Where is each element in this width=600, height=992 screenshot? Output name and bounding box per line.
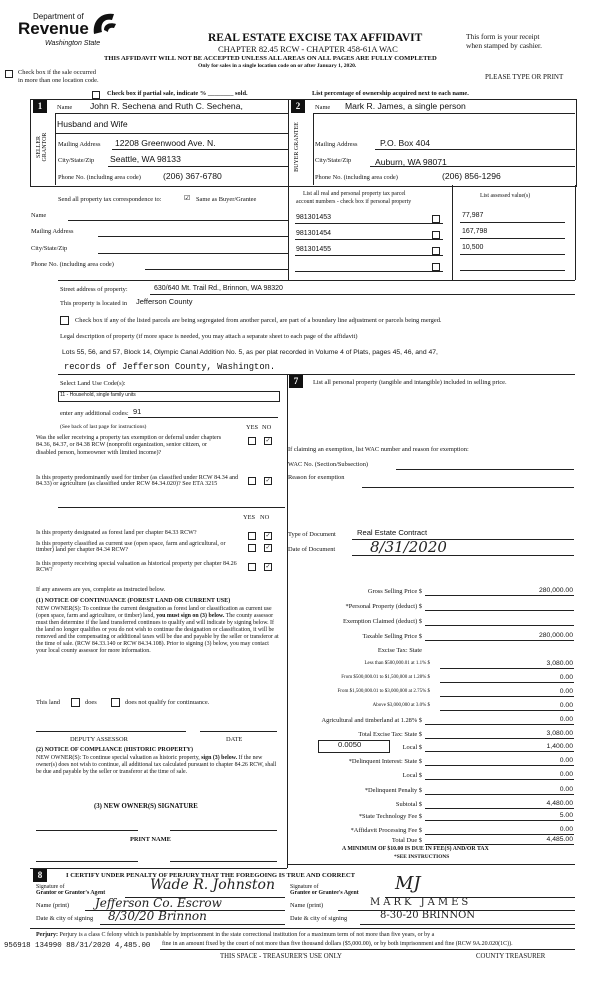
seller-side-label: SELLER GRANTOR bbox=[36, 132, 48, 162]
assessed-underline bbox=[460, 254, 565, 255]
no-checkbox: ✓ bbox=[265, 563, 271, 570]
fee-value: 0.00 bbox=[559, 702, 573, 709]
legal-description-2: records of Jefferson County, Washington. bbox=[64, 362, 276, 372]
please-type: PLEASE TYPE OR PRINT bbox=[485, 73, 564, 81]
doc-date: 8/31/2020 bbox=[370, 538, 447, 556]
section-8-badge: 8 bbox=[33, 869, 47, 882]
local-rate: 0.0050 bbox=[338, 740, 362, 749]
fee-label: From $1,500,000.01 to $3,000,000 at 2.75% $ bbox=[337, 689, 430, 694]
notice1-title: (1) NOTICE OF CONTINUANCE (FOREST LAND OR CURRENT USE) bbox=[36, 598, 231, 604]
land-use-label: Select Land Use Code(s): bbox=[60, 380, 126, 387]
fee-underline bbox=[425, 640, 574, 641]
no-header-2: NO bbox=[260, 514, 270, 521]
grantee-date-label: Date & city of signing bbox=[290, 915, 348, 922]
parcel-number: 981301454 bbox=[296, 230, 332, 237]
grantee-sig-label: Signature of bbox=[290, 884, 319, 890]
doc-type: Real Estate Contract bbox=[357, 528, 428, 537]
fee-underline bbox=[425, 844, 574, 845]
see-back-note: (See back of last page for instructions) bbox=[60, 424, 147, 430]
fee-underline bbox=[440, 668, 574, 669]
fee-label: Agricultural and timberland at 1.28% $ bbox=[321, 717, 422, 724]
corr-phone-label: Phone No. (including area code) bbox=[31, 261, 114, 268]
fee-value: 1,400.00 bbox=[546, 743, 573, 750]
fee-value: 4,485.00 bbox=[546, 836, 573, 843]
yes-checkbox bbox=[248, 544, 256, 552]
yes-checkbox bbox=[248, 532, 256, 540]
assessed-value: 167,798 bbox=[462, 228, 488, 235]
certify-statement: I CERTIFY UNDER PENALTY OF PERJURY THAT THE FOREGOING IS TRUE AND CORRECT bbox=[66, 872, 355, 879]
seller-mail: 12208 Greenwood Ave. N. bbox=[115, 138, 216, 148]
perjury-text-1: Perjury is a class C felony which is punishable by imprisonment in the state correctional institution for a maximum term of not more than five years, or by a bbox=[59, 932, 435, 938]
fee-underline bbox=[425, 779, 574, 780]
assessed-underline bbox=[460, 238, 565, 239]
grantor-sig-label: Signature of bbox=[36, 884, 65, 890]
no-checkbox: ✓ bbox=[265, 477, 271, 484]
legal-description-1: Lots 55, 56, and 57, Block 14, Olympic Canal Addition No. 5, as per plat recorded in Volume 4 of Plats, pages 45, 46, and 47, bbox=[62, 349, 438, 356]
treasurer-use-label: THIS SPACE - TREASURER'S USE ONLY bbox=[220, 953, 342, 960]
buyer-mail-label: Mailing Address bbox=[315, 141, 358, 148]
additional-codes: 91 bbox=[133, 407, 142, 416]
logo-text-2: Revenue bbox=[18, 19, 89, 38]
fee-underline bbox=[425, 794, 574, 795]
grantee-date-city: 8-30-20 BRINNON bbox=[380, 910, 476, 921]
county-label: This property is located in bbox=[60, 300, 128, 307]
section-7-badge: 7 bbox=[289, 375, 303, 388]
parcel-underline bbox=[295, 255, 443, 256]
ownership-note: List percentage of ownership acquired next to each name. bbox=[312, 90, 469, 97]
new-owner-signature-label: (3) NEW OWNER(S) SIGNATURE bbox=[94, 803, 198, 810]
note-text: Only for sales in a single location code on or after January 1, 2020. bbox=[198, 63, 357, 69]
deputy-assessor-label: DEPUTY ASSESSOR bbox=[70, 736, 128, 743]
fee-underline bbox=[425, 738, 574, 739]
legal-label: Legal description of property (if more space is needed, you may attach a separate sheet to each page of the affidavit) bbox=[60, 333, 358, 340]
fee-label: Local $ bbox=[402, 772, 422, 779]
assessed-underline bbox=[460, 222, 565, 223]
street-label: Street address of property: bbox=[60, 286, 128, 293]
fee-value: 3,080.00 bbox=[546, 660, 573, 667]
fee-underline bbox=[425, 751, 574, 752]
if-yes-note: If any answers are yes, complete as instructed below. bbox=[36, 587, 166, 593]
yes-checkbox bbox=[248, 477, 256, 485]
fee-value: 0.00 bbox=[559, 674, 573, 681]
fee-label: Total Excise Tax: State $ bbox=[358, 731, 422, 738]
this-land-label: This land bbox=[36, 699, 60, 706]
fee-value: 0.00 bbox=[559, 688, 573, 695]
fee-label: Subtotal $ bbox=[395, 801, 422, 808]
fee-underline bbox=[440, 710, 574, 711]
buyer-phone-label: Phone No. (including area code) bbox=[315, 174, 398, 181]
fee-underline bbox=[425, 724, 574, 725]
buyer-side-label: BUYER GRANTEE bbox=[294, 122, 300, 172]
seller-city: Seattle, WA 98133 bbox=[110, 154, 181, 164]
does-label: does bbox=[85, 699, 97, 706]
fee-label: Excise Tax: State bbox=[377, 647, 422, 654]
warning-text: THIS AFFIDAVIT WILL NOT BE ACCEPTED UNLESS ALL AREAS ON ALL PAGES ARE FULLY COMPLETED bbox=[104, 55, 437, 62]
fee-label: Less than $500,000.01 at 1.1% $ bbox=[364, 661, 430, 666]
receipt-note-2: when stamped by cashier. bbox=[466, 41, 542, 50]
personal-property-checkbox bbox=[432, 215, 440, 223]
personal-property-checkbox bbox=[432, 247, 440, 255]
section-2-badge: 2 bbox=[291, 100, 305, 113]
reason-label: Reason for exemption bbox=[288, 474, 345, 481]
question-exemption: Was the seller receiving a property tax exemption or deferral under chapters 84.36, 84.37, or 84.38 RCW (nonprofit organization, senior citizen, or disabled person, homeowner with limited income)? bbox=[36, 435, 222, 456]
does-not-checkbox bbox=[111, 698, 120, 707]
perjury-text-2: fine in an amount fixed by the court of not more than five thousand dollars ($5,000.00), or by both imprisonment and fine (RCW 9A.20.020(1C)). bbox=[162, 941, 513, 947]
partial-sale-checkbox bbox=[92, 91, 100, 99]
buyer-name: Mark R. James, a single person bbox=[345, 101, 466, 111]
fee-underline bbox=[425, 765, 574, 766]
fee-underline bbox=[425, 808, 574, 809]
fee-label: Gross Selling Price $ bbox=[367, 588, 422, 595]
parcels-header: List all real and personal property tax parcel bbox=[303, 191, 406, 197]
corr-mail-label: Mailing Address bbox=[31, 228, 74, 235]
parcel-underline bbox=[295, 239, 443, 240]
fee-value: 5.00 bbox=[559, 812, 573, 819]
fee-label: Taxable Selling Price $ bbox=[362, 633, 422, 640]
fee-label: Total Due $ bbox=[391, 837, 422, 844]
grantor-name: Jefferson Co. Escrow bbox=[95, 896, 222, 910]
fee-label: *Personal Property (deduct) $ bbox=[345, 603, 422, 610]
fee-value: 0.00 bbox=[559, 757, 573, 764]
fee-label: *Affidavit Processing Fee $ bbox=[350, 827, 422, 834]
fee-label: *Delinquent Interest: State $ bbox=[348, 758, 422, 765]
personal-property-label: List all personal property (tangible and intangible) included in selling price. bbox=[313, 379, 507, 386]
fee-label: Above $3,000,000 at 3.0% $ bbox=[372, 703, 430, 708]
corr-name-label: Name bbox=[31, 212, 47, 219]
form-title: REAL ESTATE EXCISE TAX AFFIDAVIT bbox=[208, 32, 423, 44]
multi-location-label-2: in more than one location code. bbox=[18, 77, 99, 84]
fee-value: 0.00 bbox=[559, 771, 573, 778]
assessed-value: 10,500 bbox=[462, 244, 484, 251]
parcel-number: 981301453 bbox=[296, 214, 332, 221]
doc-date-label: Date of Document bbox=[288, 546, 336, 553]
fee-value: 280,000.00 bbox=[538, 587, 573, 594]
grantee-name: MARK JAMES bbox=[370, 897, 472, 908]
grantor-date-label: Date & city of signing bbox=[36, 915, 94, 922]
parcels-header-2: account numbers - check box if personal property bbox=[296, 199, 412, 205]
seller-name-2: Husband and Wife bbox=[57, 119, 128, 129]
fee-underline bbox=[440, 682, 574, 683]
grantor-date-city: 8/30/20 Brinnon bbox=[108, 909, 207, 923]
fee-label: *Delinquent Penalty $ bbox=[364, 787, 422, 794]
fee-underline bbox=[425, 610, 574, 611]
same-as-buyer-checkbox: ☑ bbox=[184, 194, 191, 202]
seller-mail-label: Mailing Address bbox=[58, 141, 101, 148]
correspondence-label: Send all property tax correspondence to: bbox=[58, 196, 162, 203]
date-label: DATE bbox=[226, 736, 243, 743]
no-checkbox: ✓ bbox=[265, 544, 271, 551]
form-subtitle: CHAPTER 82.45 RCW - CHAPTER 458-61A WAC bbox=[218, 44, 398, 54]
fee-label: Exemption Claimed (deduct) $ bbox=[343, 618, 422, 625]
yes-checkbox bbox=[248, 437, 256, 445]
wac-label: WAC No. (Section/Subsection) bbox=[288, 461, 369, 468]
personal-property-checkbox bbox=[432, 263, 440, 271]
grantor-signature: Wade R. Johnston bbox=[150, 877, 275, 893]
fee-value: 3,080.00 bbox=[546, 730, 573, 737]
seller-name: John R. Sechena and Ruth C. Sechena, bbox=[90, 101, 243, 111]
grantor-sig-label-2: Grantor or Grantor's Agent bbox=[36, 890, 106, 896]
fee-underline bbox=[425, 595, 574, 596]
notice2-text-c: If the new owner(s) does not wish to continue, all additional tax calculated pursuant to chapter 84.26 RCW, shall be due and payable by the seller or transferor at the time of sale. bbox=[36, 755, 277, 776]
buyer-phone: (206) 856-1296 bbox=[442, 171, 501, 181]
assessed-value: 77,987 bbox=[462, 212, 484, 219]
street-address: 630/640 Mt. Trail Rd., Brinnon, WA 98320 bbox=[154, 285, 283, 292]
county-treasurer-label: COUNTY TREASURER bbox=[476, 953, 546, 960]
exemption-label: If claiming an exemption, list WAC number and reason for exemption: bbox=[288, 446, 469, 453]
grantee-name-label: Name (print) bbox=[290, 902, 324, 909]
notice1-text-a: NEW OWNER(S): To continue the current designation as forest land or classification as current use (open space, farm and agriculture, or timber) land, bbox=[36, 606, 272, 620]
notice2-title: (2) NOTICE OF COMPLIANCE (HISTORIC PROPERTY) bbox=[36, 747, 194, 753]
minimum-note: A MINIMUM OF $10.00 IS DUE IN FEE(S) AND/OR TAX bbox=[342, 846, 489, 852]
grantor-name-label: Name (print) bbox=[36, 902, 70, 909]
doc-type-label: Type of Document bbox=[288, 531, 336, 538]
buyer-city-label: City/State/Zip bbox=[315, 157, 352, 164]
seller-city-label: City/State/Zip bbox=[58, 157, 95, 164]
yes-checkbox bbox=[248, 563, 256, 571]
parcel-underline bbox=[295, 223, 443, 224]
fee-label: Local $ bbox=[402, 744, 422, 751]
segregate-label: Check box if any of the listed parcels are being segregated from another parcel, are part of a boundary line adjustment or parcels being merged. bbox=[75, 317, 442, 324]
corr-city-label: City/State/Zip bbox=[31, 245, 68, 252]
notice1-text-c: The county assessor must then determine if the land transferred continues to qualify and will indicate by signing below. If the land no longer qualifies or you do not wish to continue the designation or classification, it will be removed and the compensating or additional taxes will be due and payable by the seller or transferor at the time of sale. (RCW 84.33.140 or RCW 84.34.108). Prior to signing (3) below, you may contact your local county assessor for more information. bbox=[36, 613, 279, 655]
seller-name-label: Name bbox=[57, 104, 73, 111]
does-checkbox bbox=[71, 698, 80, 707]
buyer-name-label: Name bbox=[315, 104, 331, 111]
fee-label: From $500,000.01 to $1,500,000 at 1.28% $ bbox=[341, 675, 430, 680]
no-header: NO bbox=[262, 424, 272, 431]
seller-phone-label: Phone No. (including area code) bbox=[58, 174, 141, 181]
seller-phone: (206) 367-6780 bbox=[163, 171, 222, 181]
fee-value: 0.00 bbox=[559, 786, 573, 793]
fee-underline bbox=[425, 834, 574, 835]
no-checkbox: ✓ bbox=[265, 532, 271, 539]
grantee-sig-label-2: Grantee or Grantee's Agent bbox=[290, 890, 359, 896]
partial-sale-label: Check box if partial sale, indicate % ________ sold. bbox=[107, 90, 248, 97]
logo-text-3: Washington State bbox=[45, 40, 101, 47]
does-not-label: does not qualify for continuance. bbox=[125, 699, 210, 706]
fee-value: 0.00 bbox=[559, 826, 573, 833]
fee-underline bbox=[425, 820, 574, 821]
multi-location-checkbox bbox=[5, 70, 13, 78]
county: Jefferson County bbox=[136, 297, 193, 306]
cashier-stamp: 956918 134990 88/31/2020 4,485.00 bbox=[4, 942, 151, 950]
fee-value: 4,480.00 bbox=[546, 800, 573, 807]
logo-text-1: Department of bbox=[33, 12, 84, 21]
assessed-underline bbox=[460, 270, 565, 271]
multi-location-label: Check box if the sale occurred bbox=[18, 69, 96, 76]
buyer-city: Auburn, WA 98071 bbox=[375, 157, 447, 167]
question-current-use: Is this property classified as current use (open space, farm and agricultural, or timber) land per chapter 84.34 RCW? bbox=[36, 541, 226, 554]
fee-underline bbox=[425, 625, 574, 626]
land-use-code: 11 - Household, single family units bbox=[60, 392, 136, 398]
perjury-label: Perjury: bbox=[36, 932, 58, 938]
logo-swirl-icon bbox=[90, 10, 118, 36]
notice2-text-a: NEW OWNER(S): To continue special valuation as historic property, bbox=[36, 755, 200, 761]
yes-header: YES bbox=[246, 424, 259, 431]
fee-label: *State Technology Fee $ bbox=[358, 813, 422, 820]
notice1-text-b: you must sign on (3) below. bbox=[156, 613, 225, 620]
notice2-text-b: sign (3) below. bbox=[201, 755, 238, 761]
yes-header-2: YES bbox=[243, 514, 256, 521]
segregate-checkbox bbox=[60, 316, 69, 325]
grantee-signature: MJ bbox=[395, 873, 421, 894]
question-historic: Is this property receiving special valuation as historical property per chapter 84.26 RCW? bbox=[36, 561, 237, 574]
same-as-buyer-label: Same as Buyer/Grantee bbox=[196, 196, 257, 203]
question-forest: Is this property designated as forest land per chapter 84.33 RCW? bbox=[36, 530, 197, 536]
additional-codes-label: enter any additional codes: bbox=[60, 410, 129, 417]
question-timber: Is this property predominantly used for timber (as classified under RCW 84.34 and 84.33) or agriculture (as classified under RCW 84.34.020)? See ETA 3215 bbox=[36, 475, 239, 488]
parcel-underline bbox=[295, 271, 443, 272]
section-1-badge: 1 bbox=[33, 100, 47, 113]
assessed-header: List assessed value(s) bbox=[480, 193, 531, 199]
buyer-mail: P.O. Box 404 bbox=[380, 138, 431, 148]
no-checkbox: ✓ bbox=[265, 437, 271, 444]
fee-underline bbox=[440, 696, 574, 697]
fee-value: 0.00 bbox=[559, 716, 573, 723]
receipt-note: This form is your receipt bbox=[466, 32, 540, 41]
see-instructions: *SEE INSTRUCTIONS bbox=[394, 854, 450, 860]
parcel-number: 981301455 bbox=[296, 246, 332, 253]
personal-property-checkbox bbox=[432, 231, 440, 239]
print-name-label: PRINT NAME bbox=[130, 836, 171, 843]
fee-value: 280,000.00 bbox=[538, 632, 573, 639]
